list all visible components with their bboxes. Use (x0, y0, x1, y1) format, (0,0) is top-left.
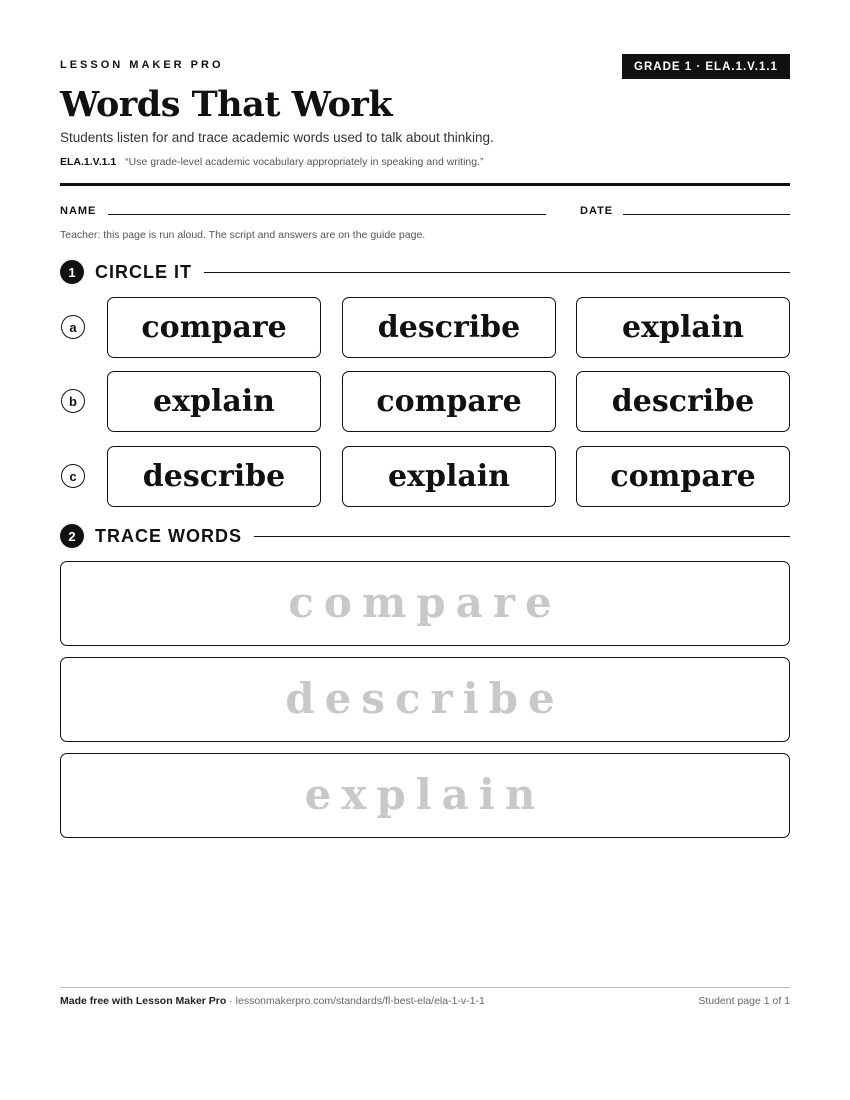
standard-line (60, 156, 484, 168)
word-choice[interactable]: explain (107, 371, 321, 432)
standard-code: ELA.1.V.1.1 (60, 156, 117, 168)
teacher-note: Teacher: this page is run aloud. The script and answers are on the guide page. (60, 229, 426, 241)
word-choice[interactable]: compare (107, 297, 321, 358)
row-letter-b: b (61, 389, 85, 413)
footer-divider (60, 987, 790, 988)
trace-box[interactable] (60, 753, 790, 838)
footer-credit (60, 995, 485, 1007)
footer-made-with: Made free with Lesson Maker Pro (60, 995, 227, 1007)
word-choice[interactable]: compare (576, 446, 790, 507)
trace-box[interactable] (60, 657, 790, 742)
word-choice[interactable]: describe (107, 446, 321, 507)
section-circle-it-header (60, 260, 790, 284)
section-title: TRACE WORDS (95, 525, 242, 546)
word-choice[interactable]: describe (576, 371, 790, 432)
section-number-badge: 2 (60, 524, 84, 548)
section-number-badge: 1 (60, 260, 84, 284)
trace-box[interactable] (60, 561, 790, 646)
section-trace-words-header (60, 524, 790, 548)
page-title: Words That Work (60, 84, 393, 125)
page-number: Student page 1 of 1 (698, 995, 790, 1007)
name-label: NAME (60, 205, 97, 217)
section-title: CIRCLE IT (95, 261, 192, 282)
grade-badge: GRADE 1 · ELA.1.V.1.1 (622, 54, 790, 79)
trace-word: describe (285, 674, 565, 723)
row-letter-c: c (61, 464, 85, 488)
footer-url-link[interactable]: lessonmakerpro.com/standards/fl-best-ela/ela-1-v-1-1 (235, 995, 485, 1007)
date-field[interactable] (623, 214, 790, 215)
section-divider (204, 272, 790, 273)
word-choice[interactable]: explain (342, 446, 556, 507)
word-choice[interactable]: compare (342, 371, 556, 432)
trace-word: explain (304, 770, 546, 819)
section-divider (254, 536, 790, 537)
standard-text: “Use grade-level academic vocabulary appropriately in speaking and writing.” (125, 156, 484, 168)
header-divider (60, 183, 790, 186)
word-choice[interactable]: describe (342, 297, 556, 358)
word-choice[interactable]: explain (576, 297, 790, 358)
name-field[interactable] (108, 214, 546, 215)
date-label: DATE (580, 205, 614, 217)
trace-word: compare (288, 578, 562, 627)
page-subtitle: Students listen for and trace academic words used to talk about thinking. (60, 130, 494, 145)
footer-separator: · (229, 995, 233, 1007)
brand-label: LESSON MAKER PRO (60, 59, 224, 71)
row-letter-a: a (61, 315, 85, 339)
